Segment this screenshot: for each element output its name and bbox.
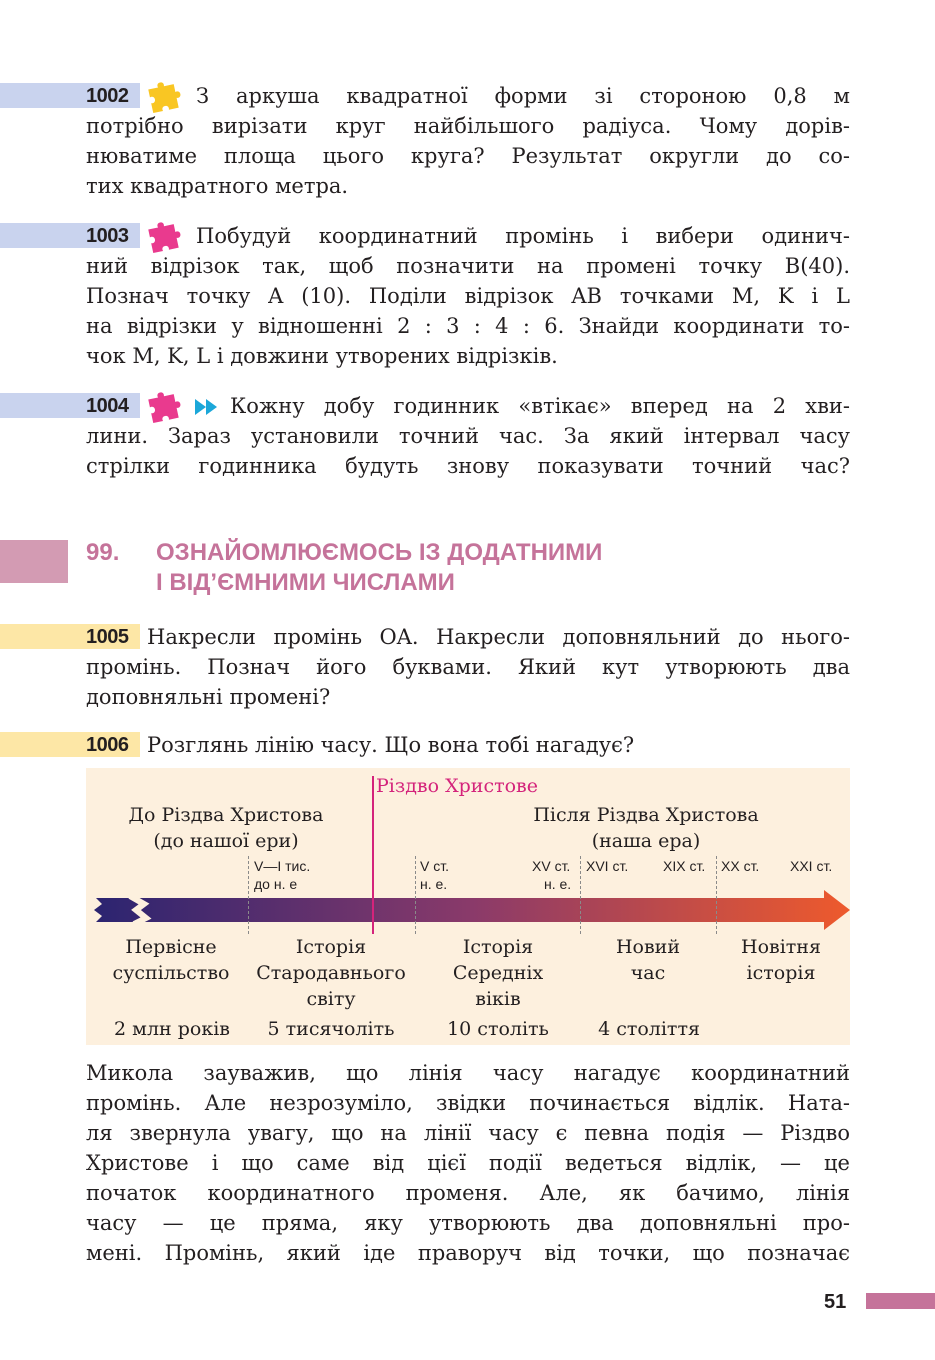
paragraph-line: початок координатного променя. Але, як бачимо, лінія <box>86 1181 850 1205</box>
christmas-marker-line <box>372 776 374 934</box>
puzzle-pink-icon <box>146 218 186 254</box>
task-number: 1003 <box>86 225 129 247</box>
task-text-line: Кожну добу годинник «втікає» вперед на 2 хви- <box>230 394 850 418</box>
paragraph-line: часу — це пряма, яку утворюють два доповняльні про- <box>86 1211 850 1235</box>
section-title-line: І ВІД’ЄМНИМИ ЧИСЛАМИ <box>156 569 455 596</box>
page-number-bar <box>866 1293 935 1309</box>
task-text-line: лини. Зараз установили точний час. За який інтервал часу <box>86 424 850 448</box>
period-label: Стародавнього <box>256 962 406 984</box>
section-number: 99. <box>86 539 120 566</box>
tick-label: н. е. <box>544 876 572 892</box>
tick-mark <box>415 856 416 934</box>
puzzle-pink-icon <box>146 388 186 424</box>
event-label: Різдво Христове <box>376 775 538 797</box>
period-label: Новітня <box>741 936 821 958</box>
task-text-line: промінь. Познач його буквами. Який кут утворюють два <box>86 655 850 679</box>
task-text-line: Познач точку A (10). Поділи відрізок AB точками M, K і L <box>86 284 850 308</box>
paragraph-line: ля звернула увагу, що на лінії часу є певна подія — Різдво <box>86 1121 850 1145</box>
task-number: 1005 <box>86 626 129 648</box>
period-label: світу <box>306 988 356 1010</box>
task-number: 1002 <box>86 85 129 107</box>
period-label: час <box>630 962 666 984</box>
period-label: Первісне <box>125 936 217 958</box>
period-label: віків <box>475 988 521 1010</box>
task-text-line: Накресли промінь OA. Накресли доповняльний до нього- <box>147 625 850 649</box>
section-marker <box>0 540 68 583</box>
tick-label: XX ст. <box>721 858 760 874</box>
era-label: (наша ера) <box>591 830 701 852</box>
tick-label: XIX ст. <box>663 858 706 874</box>
tick-label: XV ст. <box>532 858 571 874</box>
era-label: Після Різдва Христова <box>533 804 759 826</box>
task-text-line: на відрізки у відношенні 2 : 3 : 4 : 6. Знайди координати то- <box>86 314 850 338</box>
period-label: Історія <box>295 936 367 958</box>
period-label: суспільство <box>112 962 230 984</box>
period-duration: 10 століть <box>447 1018 549 1040</box>
period-label: Історія <box>462 936 534 958</box>
timeline-figure <box>86 768 850 1045</box>
period-label: історія <box>746 962 816 984</box>
paragraph-line: Микола зауважив, що лінія часу нагадує координатний <box>86 1061 850 1085</box>
tick-label: V ст. <box>420 858 449 874</box>
period-label: Новий <box>615 936 681 958</box>
task-text-line: ний відрізок так, щоб позначити на промені точку B(40). <box>86 254 850 278</box>
task-text-line: нюватиме площа цього круга? Результат округли до со- <box>86 144 850 168</box>
era-label: (до нашої ери) <box>153 830 299 852</box>
task-text-line: доповняльні промені? <box>86 685 331 709</box>
task-text-line: З аркуша квадратної форми зі стороною 0,8 м <box>196 84 850 108</box>
task-text-line: тих квадратного метра. <box>86 174 349 198</box>
puzzle-yellow-icon <box>146 78 186 114</box>
task-text-line: чок M, K, L і довжини утворених відрізків. <box>86 344 558 368</box>
page-number: 51 <box>824 1291 847 1313</box>
period-duration: 4 століття <box>598 1018 700 1040</box>
task-text-line: Розглянь лінію часу. Що вона тобі нагадує? <box>147 733 635 757</box>
period-duration: 2 млн років <box>114 1018 230 1040</box>
tick-label: н. е. <box>420 876 448 892</box>
paragraph-line: Христове і що саме від цієї події ведеться відлік, — це <box>86 1151 850 1175</box>
fast-forward-icon <box>194 398 220 416</box>
task-text-line: Побудуй координатний промінь і вибери одинич- <box>196 224 850 248</box>
period-duration: 5 тисячоліть <box>267 1018 395 1040</box>
tick-mark <box>580 856 581 934</box>
tick-label: V—I тис. <box>254 858 311 874</box>
tick-label: XVI ст. <box>586 858 629 874</box>
period-label: Середніх <box>452 962 544 984</box>
paragraph-line: промінь. Але незрозуміло, звідки починається відлік. Ната- <box>86 1091 850 1115</box>
era-label: До Різдва Христова <box>128 804 324 826</box>
section-title-line: ОЗНАЙОМЛЮЄМОСЬ ІЗ ДОДАТНИМИ <box>156 539 603 566</box>
task-text-line: стрілки годинника будуть знову показувати точний час? <box>86 454 850 478</box>
tick-label: XXI ст. <box>790 858 833 874</box>
task-number: 1006 <box>86 734 129 756</box>
tick-mark <box>716 856 717 934</box>
task-text-line: потрібно вирізати круг найбільшого радіуса. Чому дорів- <box>86 114 850 138</box>
task-number: 1004 <box>86 395 129 417</box>
tick-label: до н. е <box>254 876 298 892</box>
tick-mark <box>248 856 249 934</box>
paragraph-line: мені. Промінь, який іде праворуч від точки, що позначає <box>86 1241 850 1265</box>
